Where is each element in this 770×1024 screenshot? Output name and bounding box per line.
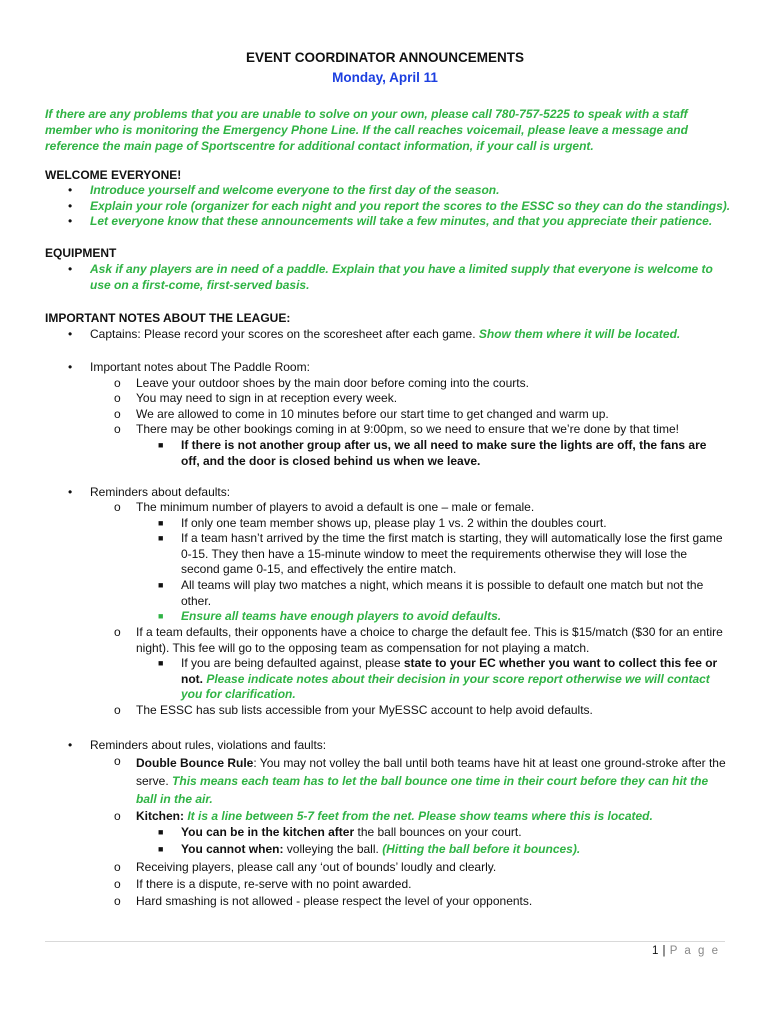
dbr-green: This means each team has to let the ball bounce one time in their court before they can hit the ball in the air. <box>136 774 709 806</box>
defaults-label: Reminders about defaults: <box>90 485 231 499</box>
circle-bullet-icon: o <box>114 407 121 421</box>
circle-bullet-icon: o <box>114 500 121 514</box>
page-separator: | <box>662 945 667 957</box>
page-title: EVENT COORDINATOR ANNOUNCEMENTS <box>245 50 524 65</box>
square-bullet-icon: ■ <box>158 533 164 543</box>
kitchen-green: It is a line between 5-7 feet from the net. Please show teams where this is located. <box>187 809 653 823</box>
defaults-green-note: Ensure all teams have enough players to avoid defaults. <box>181 609 502 623</box>
bullet-icon: • <box>68 485 73 499</box>
circle-bullet-icon: o <box>114 877 121 891</box>
defaults-sub-lists: The ESSC has sub lists accessible from your MyESSC account to help avoid defaults. <box>136 703 593 717</box>
circle-bullet-icon: o <box>114 422 121 436</box>
circle-bullet-icon: o <box>114 809 121 823</box>
date-heading: Monday, April 11 <box>332 70 438 85</box>
dbr-text: : You may not volley the ball until both teams have hit at least one ground-stroke after the serve. <box>136 756 726 788</box>
captains-text: Captains: Please record your scores on the scoresheet after each game. <box>90 327 476 341</box>
fee-sub-green: Please indicate notes about their decision in your score report otherwise we will contact you for clarification. <box>181 671 710 701</box>
equipment-item: Ask if any players are in need of a paddle. Explain that you have a limited supply that everyone is welcome to use on a first-come, first-served basis. <box>90 262 713 292</box>
square-bullet-icon: ■ <box>158 658 164 668</box>
defaults-sub-item: If a team hasn’t arrived by the time the first match is starting, they will automatically lose the first game 0-15. They then have a 15-minute window to meet the requirements otherwise they will lose the second game 0-15, and effectively the entire match. <box>181 531 723 576</box>
kitchen-can-bold: You can be in the kitchen after <box>181 825 355 839</box>
kitchen-cannot <box>181 842 726 858</box>
paddle-room-item: Leave your outdoor shoes by the main door before coming into the courts. <box>136 376 529 390</box>
kitchen-cannot-bold: You cannot when: <box>181 842 284 856</box>
rules-label: Reminders about rules, violations and faults: <box>90 738 327 752</box>
bullet-icon: • <box>68 183 73 197</box>
welcome-item: Let everyone know that these announcements will take a few minutes, and that you appreciate their patience. <box>90 214 713 228</box>
welcome-item: Introduce yourself and welcome everyone to the first day of the season. <box>90 183 500 197</box>
square-bullet-icon: ■ <box>158 611 164 621</box>
paddle-room-label: Important notes about The Paddle Room: <box>90 360 310 374</box>
page-number: 1 <box>651 945 659 957</box>
kitchen-label: Kitchen: <box>136 809 184 823</box>
fee-sub-bold: state to your EC whether you want to collect this fee or not. <box>181 656 718 686</box>
square-bullet-icon: ■ <box>158 827 164 837</box>
paddle-room-item: You may need to sign in at reception every week. <box>136 391 398 405</box>
kitchen-cannot-text: volleying the ball. <box>283 842 379 856</box>
defaults-sub-item: If only one team member shows up, please play 1 vs. 2 within the doubles court. <box>181 516 607 530</box>
bullet-icon: • <box>68 199 73 213</box>
circle-bullet-icon: o <box>114 860 121 874</box>
circle-bullet-icon: o <box>114 391 121 405</box>
captains-note <box>90 327 735 343</box>
circle-bullet-icon: o <box>114 625 121 639</box>
circle-bullet-icon: o <box>114 376 121 390</box>
double-bounce-rule <box>136 754 731 808</box>
bullet-icon: • <box>68 262 73 276</box>
bullet-icon: • <box>68 738 73 752</box>
footer-divider <box>45 941 725 942</box>
welcome-heading: WELCOME EVERYONE! <box>45 168 182 182</box>
welcome-item: Explain your role (organizer for each night and you report the scores to the ESSC so they can do the standings). <box>90 199 731 213</box>
bullet-icon: • <box>68 327 73 341</box>
bullet-icon: • <box>68 360 73 374</box>
rules-item: Receiving players, please call any ‘out of bounds’ loudly and clearly. <box>136 860 497 874</box>
equipment-heading: EQUIPMENT <box>45 246 117 260</box>
circle-bullet-icon: o <box>114 754 121 768</box>
paddle-room-item: We are allowed to come in 10 minutes before our start time to get changed and warm up. <box>136 407 609 421</box>
defaults-min-players: The minimum number of players to avoid a default is one – male or female. <box>136 500 535 514</box>
square-bullet-icon: ■ <box>158 580 164 590</box>
bullet-icon: • <box>68 214 73 228</box>
rules-item: If there is a dispute, re-serve with no point awarded. <box>136 877 412 891</box>
kitchen-can <box>181 825 726 841</box>
kitchen-rule <box>136 809 731 825</box>
kitchen-cannot-green: (Hitting the ball before it bounces). <box>382 842 581 856</box>
square-bullet-icon: ■ <box>158 844 164 854</box>
defaults-fee: If a team defaults, their opponents have a choice to charge the default fee. This is $15/match ($30 for an entire night). This fee will go to the opposing team as compensation for not playing a match. <box>136 625 723 655</box>
page-label: P a g e <box>669 945 720 957</box>
dbr-label: Double Bounce Rule <box>136 756 254 770</box>
defaults-fee-sub <box>181 656 726 703</box>
circle-bullet-icon: o <box>114 703 121 717</box>
fee-sub-text: If you are being defaulted against, please <box>181 656 404 670</box>
kitchen-can-text: the ball bounces on your court. <box>354 825 522 839</box>
square-bullet-icon: ■ <box>158 440 164 450</box>
captains-green-note: Show them where it will be located. <box>478 327 681 341</box>
circle-bullet-icon: o <box>114 894 121 908</box>
paddle-room-sub-note: If there is not another group after us, we all need to make sure the lights are off, the fans are off, and the door is closed behind us when we leave. <box>181 438 707 468</box>
page-footer <box>652 945 720 957</box>
paddle-room-item: There may be other bookings coming in at 9:00pm, so we need to ensure that we’re done by that time! <box>136 422 679 436</box>
intro-paragraph: If there are any problems that you are unable to solve on your own, please call 780-757-5225 to speak with a staff member who is monitoring the Emergency Phone Line. If the call reaches voicemail, please leave a message and reference the main page of Sportscentre for additional contact information, if your call is urgent. <box>45 107 688 153</box>
square-bullet-icon: ■ <box>158 518 164 528</box>
defaults-sub-item: All teams will play two matches a night, which means it is possible to default one match but not the other. <box>181 578 704 608</box>
rules-item: Hard smashing is not allowed - please respect the level of your opponents. <box>136 894 533 908</box>
notes-heading: IMPORTANT NOTES ABOUT THE LEAGUE: <box>45 311 291 325</box>
